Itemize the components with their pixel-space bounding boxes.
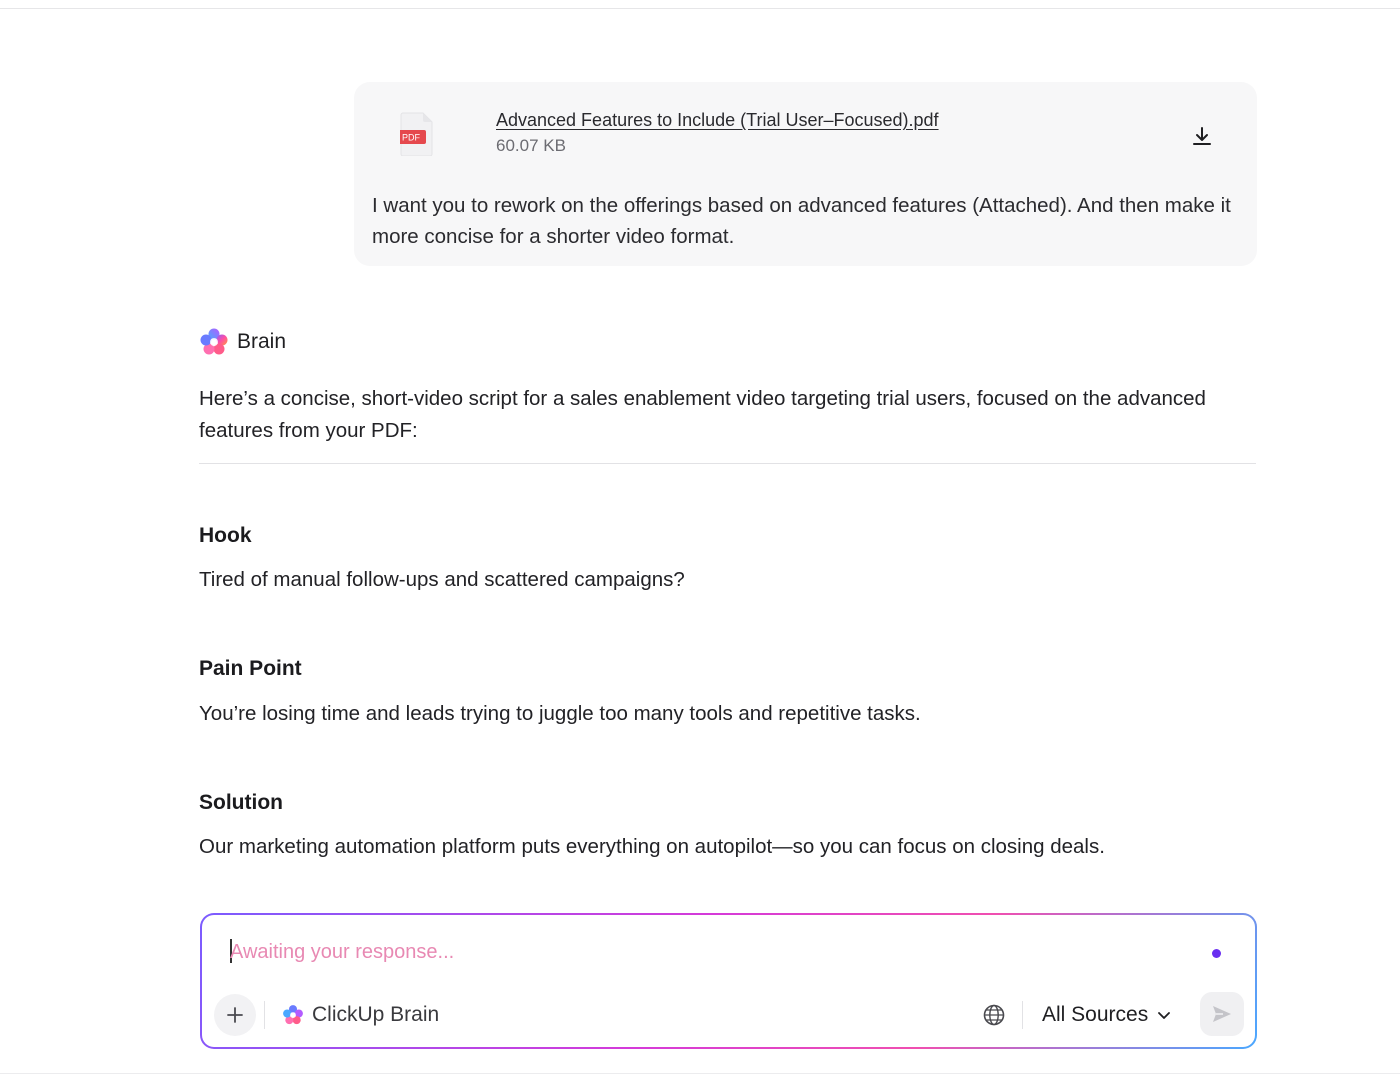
send-button[interactable] bbox=[1200, 992, 1244, 1036]
globe-icon bbox=[982, 1003, 1006, 1027]
section-divider bbox=[199, 463, 1256, 464]
web-search-toggle[interactable] bbox=[980, 1001, 1008, 1029]
message-composer bbox=[200, 913, 1257, 1049]
bottom-divider bbox=[0, 1073, 1400, 1074]
section-title-hook: Hook bbox=[199, 524, 252, 547]
pdf-file-icon bbox=[400, 112, 434, 156]
clickup-brain-logo-icon bbox=[199, 327, 229, 357]
assistant-header bbox=[199, 326, 286, 358]
pdf-badge-text: PDF bbox=[402, 132, 420, 143]
user-message-bubble bbox=[354, 82, 1257, 266]
toolbar-separator bbox=[264, 1001, 265, 1029]
assistant-intro-text: Here’s a concise, short-video script for a sales enablement video targeting trial users, focused on the advanced features from your PDF: bbox=[199, 387, 1206, 442]
section-body-hook: Tired of manual follow-ups and scattered campaigns? bbox=[199, 568, 685, 591]
download-icon bbox=[1191, 125, 1213, 147]
attachment-file-size: 60.07 KB bbox=[496, 136, 566, 155]
model-selector[interactable] bbox=[282, 999, 439, 1031]
status-dot bbox=[1212, 949, 1221, 958]
composer-inner bbox=[202, 915, 1255, 1047]
plus-icon bbox=[225, 1005, 245, 1025]
assistant-name: Brain bbox=[237, 330, 287, 353]
top-divider bbox=[0, 8, 1400, 9]
clickup-brain-small-icon bbox=[282, 1004, 304, 1026]
attachment-file-name[interactable]: Advanced Features to Include (Trial User–Focused).pdf bbox=[496, 110, 939, 130]
chevron-down-icon bbox=[1156, 1007, 1172, 1023]
section-body-pain-point: You’re losing time and leads trying to juggle too many tools and repetitive tasks. bbox=[199, 702, 921, 725]
sources-dropdown-label: All Sources bbox=[1042, 1003, 1149, 1026]
send-icon bbox=[1210, 1002, 1234, 1026]
section-title-solution: Solution bbox=[199, 791, 283, 814]
section-body-solution: Our marketing automation platform puts everything on autopilot—so you can focus on closing deals. bbox=[199, 835, 1105, 858]
model-selector-label: ClickUp Brain bbox=[312, 1003, 440, 1026]
user-message-text: I want you to rework on the offerings based on advanced features (Attached). And then make it more concise for a shorter video format. bbox=[372, 194, 1231, 248]
attachment-card[interactable] bbox=[400, 110, 1220, 160]
download-button[interactable] bbox=[1188, 122, 1216, 150]
add-attachment-button[interactable] bbox=[214, 994, 256, 1036]
sources-dropdown[interactable] bbox=[1042, 999, 1172, 1031]
toolbar-separator bbox=[1022, 1001, 1023, 1029]
section-title-pain-point: Pain Point bbox=[199, 657, 302, 680]
message-input[interactable] bbox=[230, 937, 1130, 967]
